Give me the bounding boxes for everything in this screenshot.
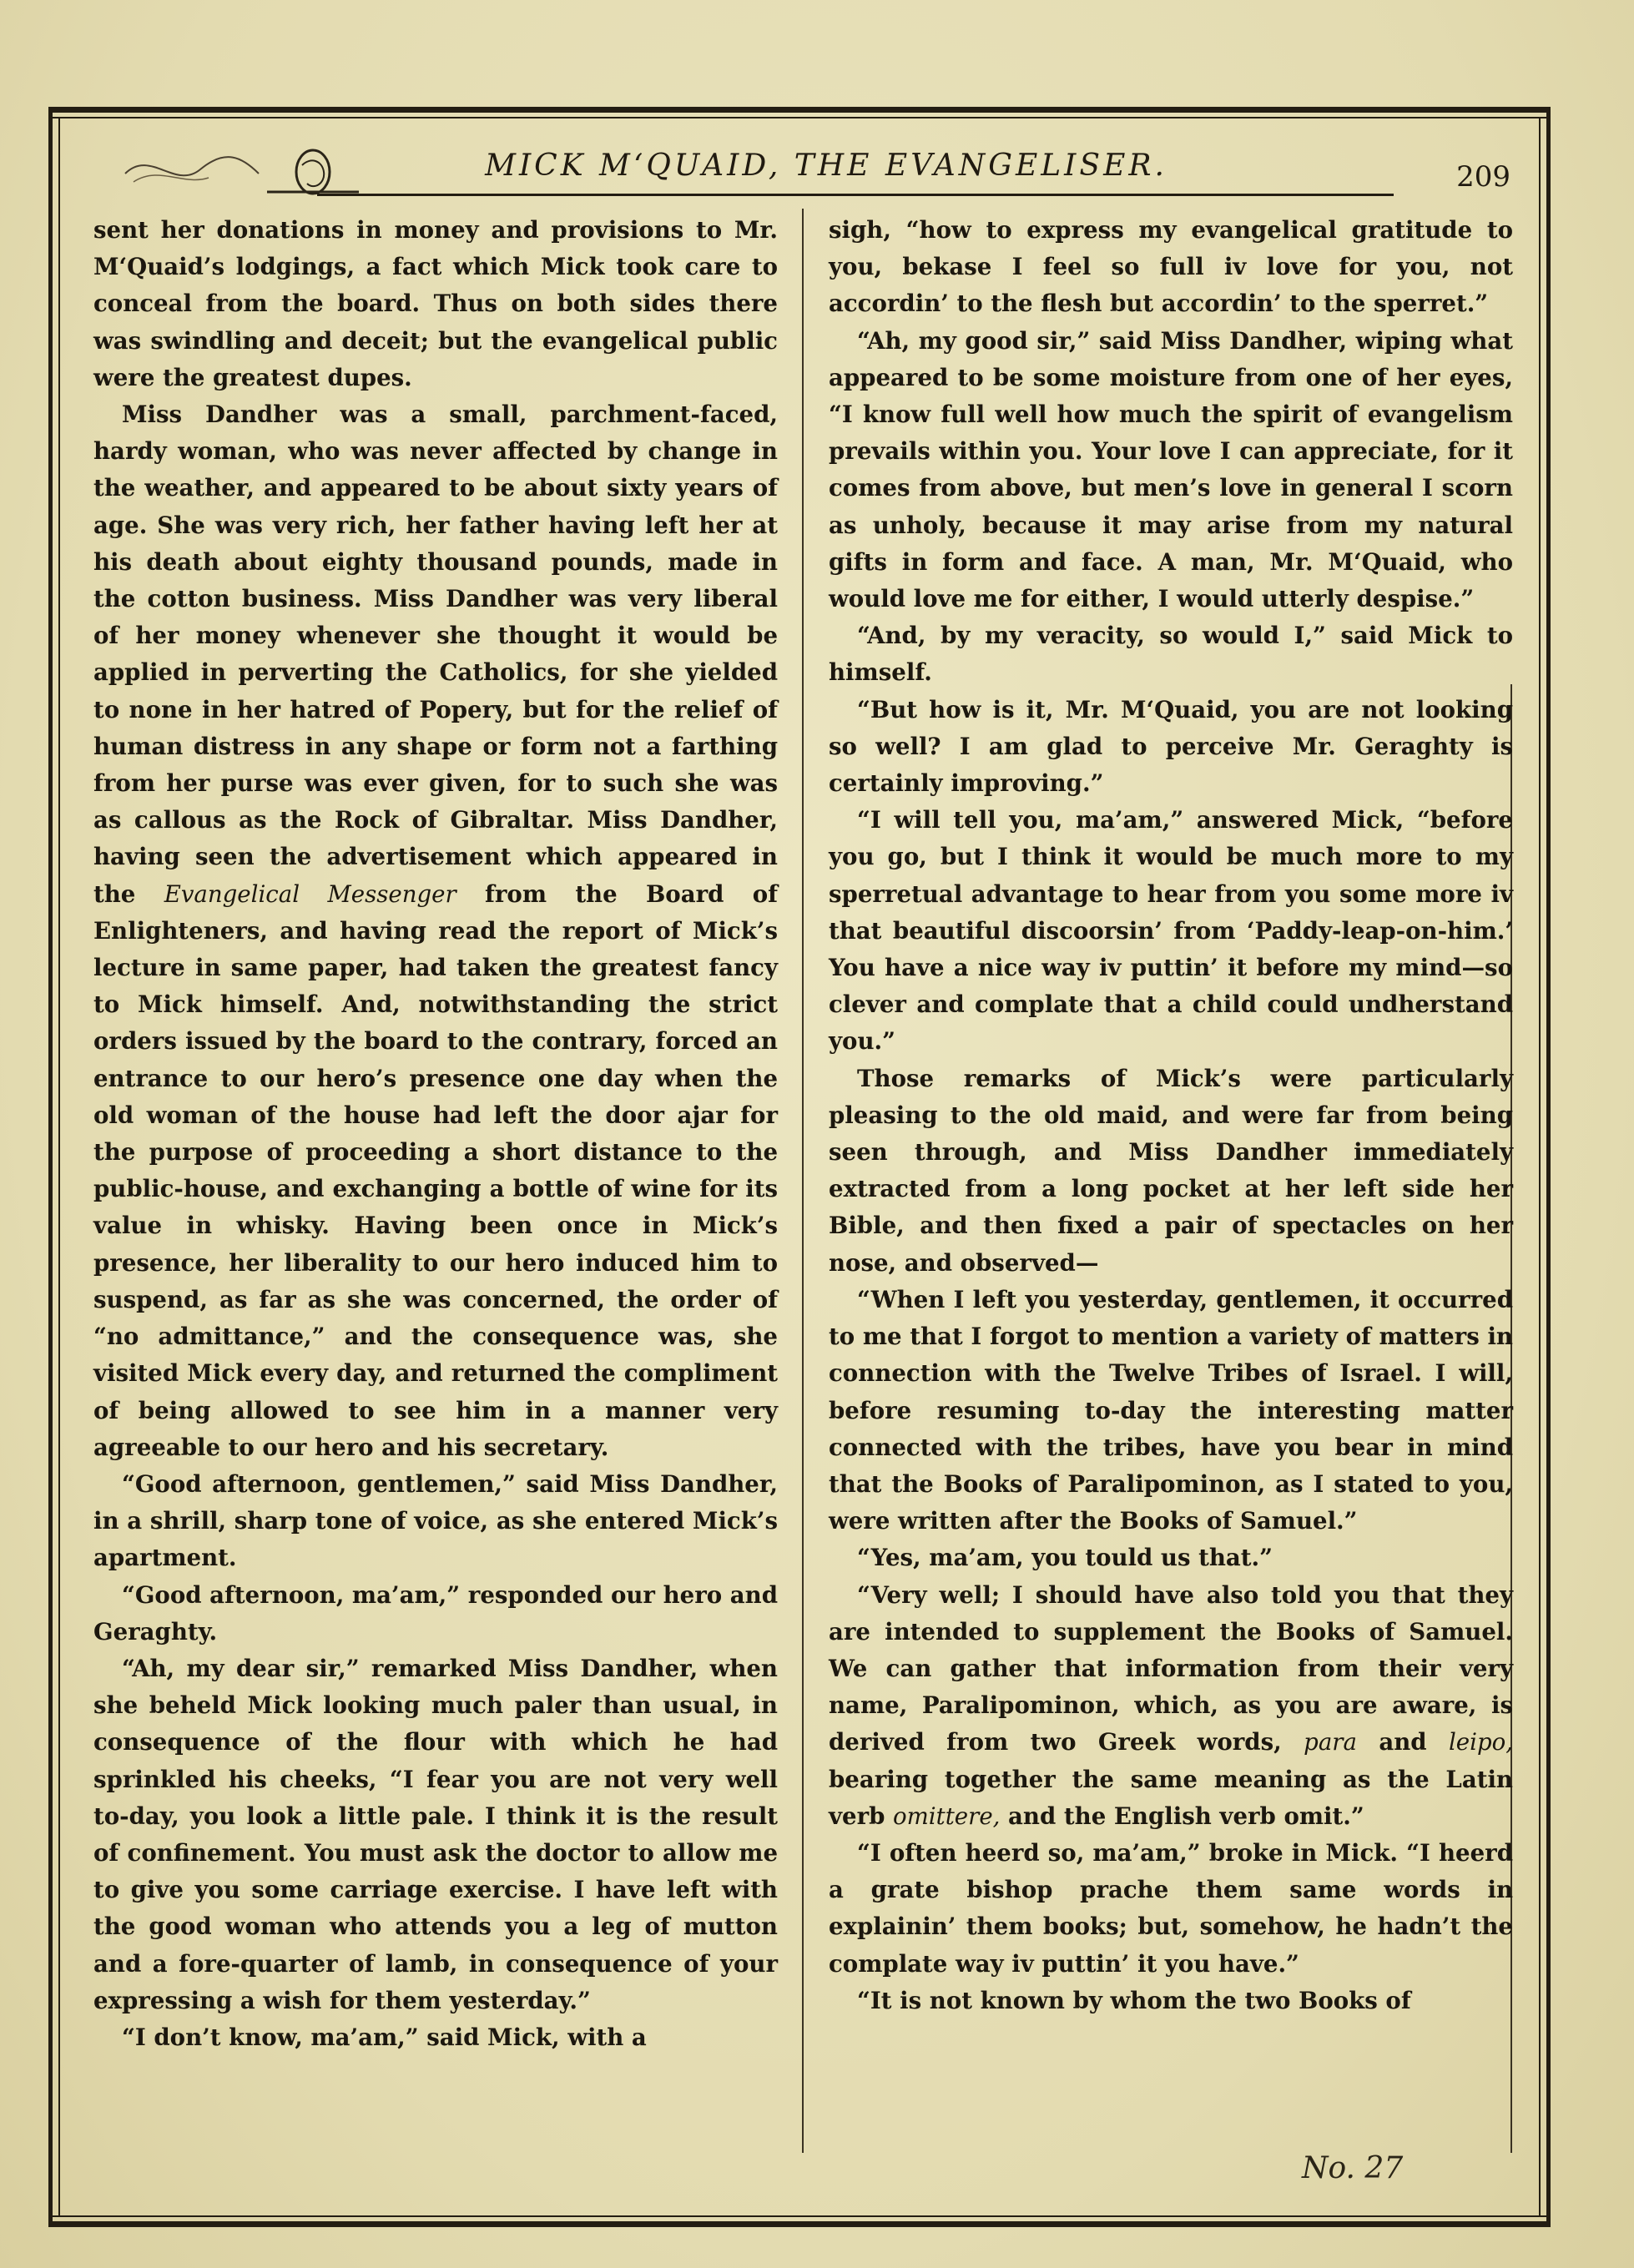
italic-title: Evangelical Messenger [164,879,456,908]
bottom-border-rule-thin [48,2215,1551,2217]
italic-word: para [1304,1728,1357,1756]
italic-word: omittere, [893,1802,1001,1830]
left-border-rule [48,107,53,2227]
paragraph: “I will tell you, ma’am,” answered Mick, “before you go, but I think it would be much more to my sperretual advantage to hear from you some more iv that beautiful discoorsin’ from ‘Paddy-leap-on-him.’ You have a nice way iv puttin’ it before my mind—so clever and complate that a child could undherstand you.” [829,806,1513,1056]
paragraph: “Good afternoon, gentlemen,” said Miss Dandher, in a shrill, sharp tone of voice, as she entered Mick’s apartment. [93,1469,778,1572]
paragraph: Miss Dandher was a small, parchment-faced, hardy woman, who was never affected by change in the weather, and appeared to be about sixty years of age. She was very rich, her father having left her at his death about eighty thousand pounds, made in the cotton business. Miss Dandher was very liberal of her money whenever she thought it would be applied in perverting the Catholics, for she yielded to none in her hatred of Popery, but for the relief of human distress in any shape or form not a farthing from her purse was ever given, for to such she was as callous as the Rock of Gibraltar. Miss Dandher, having seen the advertisement which appeared in the Evangelical Messenger from the Board of Enlighteners, and having read the report of Mick’s lecture in same paper, had taken the greatest fancy to Mick himself. And, notwithstanding the strict orders issued by the board to the contrary, forced an entrance to our hero’s presence one day when the old woman of the house had left the door ajar for the purpose of proceeding a short distance to the public-house, and exchanging a bottle of wine for its value in whisky. Having been once in Mick’s presence, her liberality to our hero induced him to suspend, as far as she was concerned, the order of “no admittance,” and the consequence was, she visited Mick every day, and returned the compliment of being allowed to see him in a manner very agreeable to our hero and his secretary. [93,401,779,1461]
paragraph: “Good afternoon, ma’am,” responded our hero and Geraghty. [93,1580,778,1646]
right-column [829,212,1513,2019]
running-head-title: MICK M‘QUAID, THE EVANGELISER. [485,149,1168,183]
bottom-border-rule [48,2221,1551,2227]
left-column [93,212,778,2056]
paragraph: “When I left you yesterday, gentlemen, it occurred to me that I forgot to mention a variety of matters in connection with the Twelve Tribes of Israel. I will, before resuming to-day the interesting matter connected with the tribes, have you bear in mind that the Books of Paralipominon, as I stated to you, were written after the Books of Samuel.” [829,1285,1513,1535]
column-divider [802,209,804,2153]
page-number: 209 [1456,160,1510,194]
paragraph: sent her donations in money and provisions to Mr. M‘Quaid’s lodgings, a fact which Mick took care to conceal from the board. Thus on both sides there was swindling and deceit; but the evangelical public were the greatest dupes. [93,216,778,391]
paragraph: “Yes, ma’am, you tould us that.” [857,1544,1273,1572]
right-border-rule [1546,107,1551,2227]
paragraph: “But how is it, Mr. M‘Quaid, you are not looking so well? I am glad to perceive Mr. Geraghty is certainly improving.” [829,695,1513,798]
right-border-rule-thin [1539,118,1541,2215]
paragraph: “And, by my veracity, so would I,” said Mick to himself. [829,622,1513,687]
top-border-rule-thin [48,117,1551,118]
paragraph: “Very well; I should have also told you that they are intended to supplement the Books of Samuel. We can gather that information from their very name, Paralipominon, which, as you are aware, is derived from two Greek words, para and leipo, bearing together the same meaning as the Latin verb omittere, and the English verb omit.” [829,1580,1514,1830]
top-border-rule [48,107,1551,113]
left-border-rule-thin [58,118,60,2215]
paragraph: “I often heerd so, ma’am,” broke in Mick. “I heerd a grate bishop prache them same words in explainin’ them books; but, somehow, he hadn’t the complate way iv puttin’ it you have.” [829,1838,1513,1978]
header-rule [317,194,1394,196]
italic-word: leipo, [1448,1728,1514,1756]
header-ornament-icon [117,140,359,199]
paragraph: “Ah, my good sir,” said Miss Dandher, wiping what appeared to be some moisture from one of her eyes, “I know full well how much the spirit of evangelism prevails within you. Your love I can appreciate, for it comes from above, but men’s love in general I scorn as unholy, because it may arise from my natural gifts in form and face. A man, Mr. M‘Quaid, who would love me for either, I would utterly despise.” [829,326,1513,613]
paragraph: “I don’t know, ma’am,” said Mick, with a [122,2023,647,2051]
paragraph: Those remarks of Mick’s were particularly pleasing to the old maid, and were far from being seen through, and Miss Dandher immediately extracted from a long pocket at her left side her Bible, and then fixed a pair of spectacles on her nose, and observed— [829,1064,1513,1277]
paragraph: “Ah, my dear sir,” remarked Miss Dandher, when she beheld Mick looking much paler than usual, in consequence of the flour with which he had sprinkled his cheeks, “I fear you are not very well to-day, you look a little pale. I think it is the result of confinement. You must ask the doctor to allow me to give you some carriage exercise. I have left with the good woman who attends you a leg of mutton and a fore-quarter of lamb, in consequence of your expressing a wish for them yesterday.” [93,1654,778,2014]
signature-mark: No. 27 [1302,2151,1404,2185]
paragraph: sigh, “how to express my evangelical gratitude to you, bekase I feel so full iv love for you, not accordin’ to the flesh but accordin’ to the sperret.” [829,216,1513,318]
paragraph: “It is not known by whom the two Books of [857,1986,1411,2014]
